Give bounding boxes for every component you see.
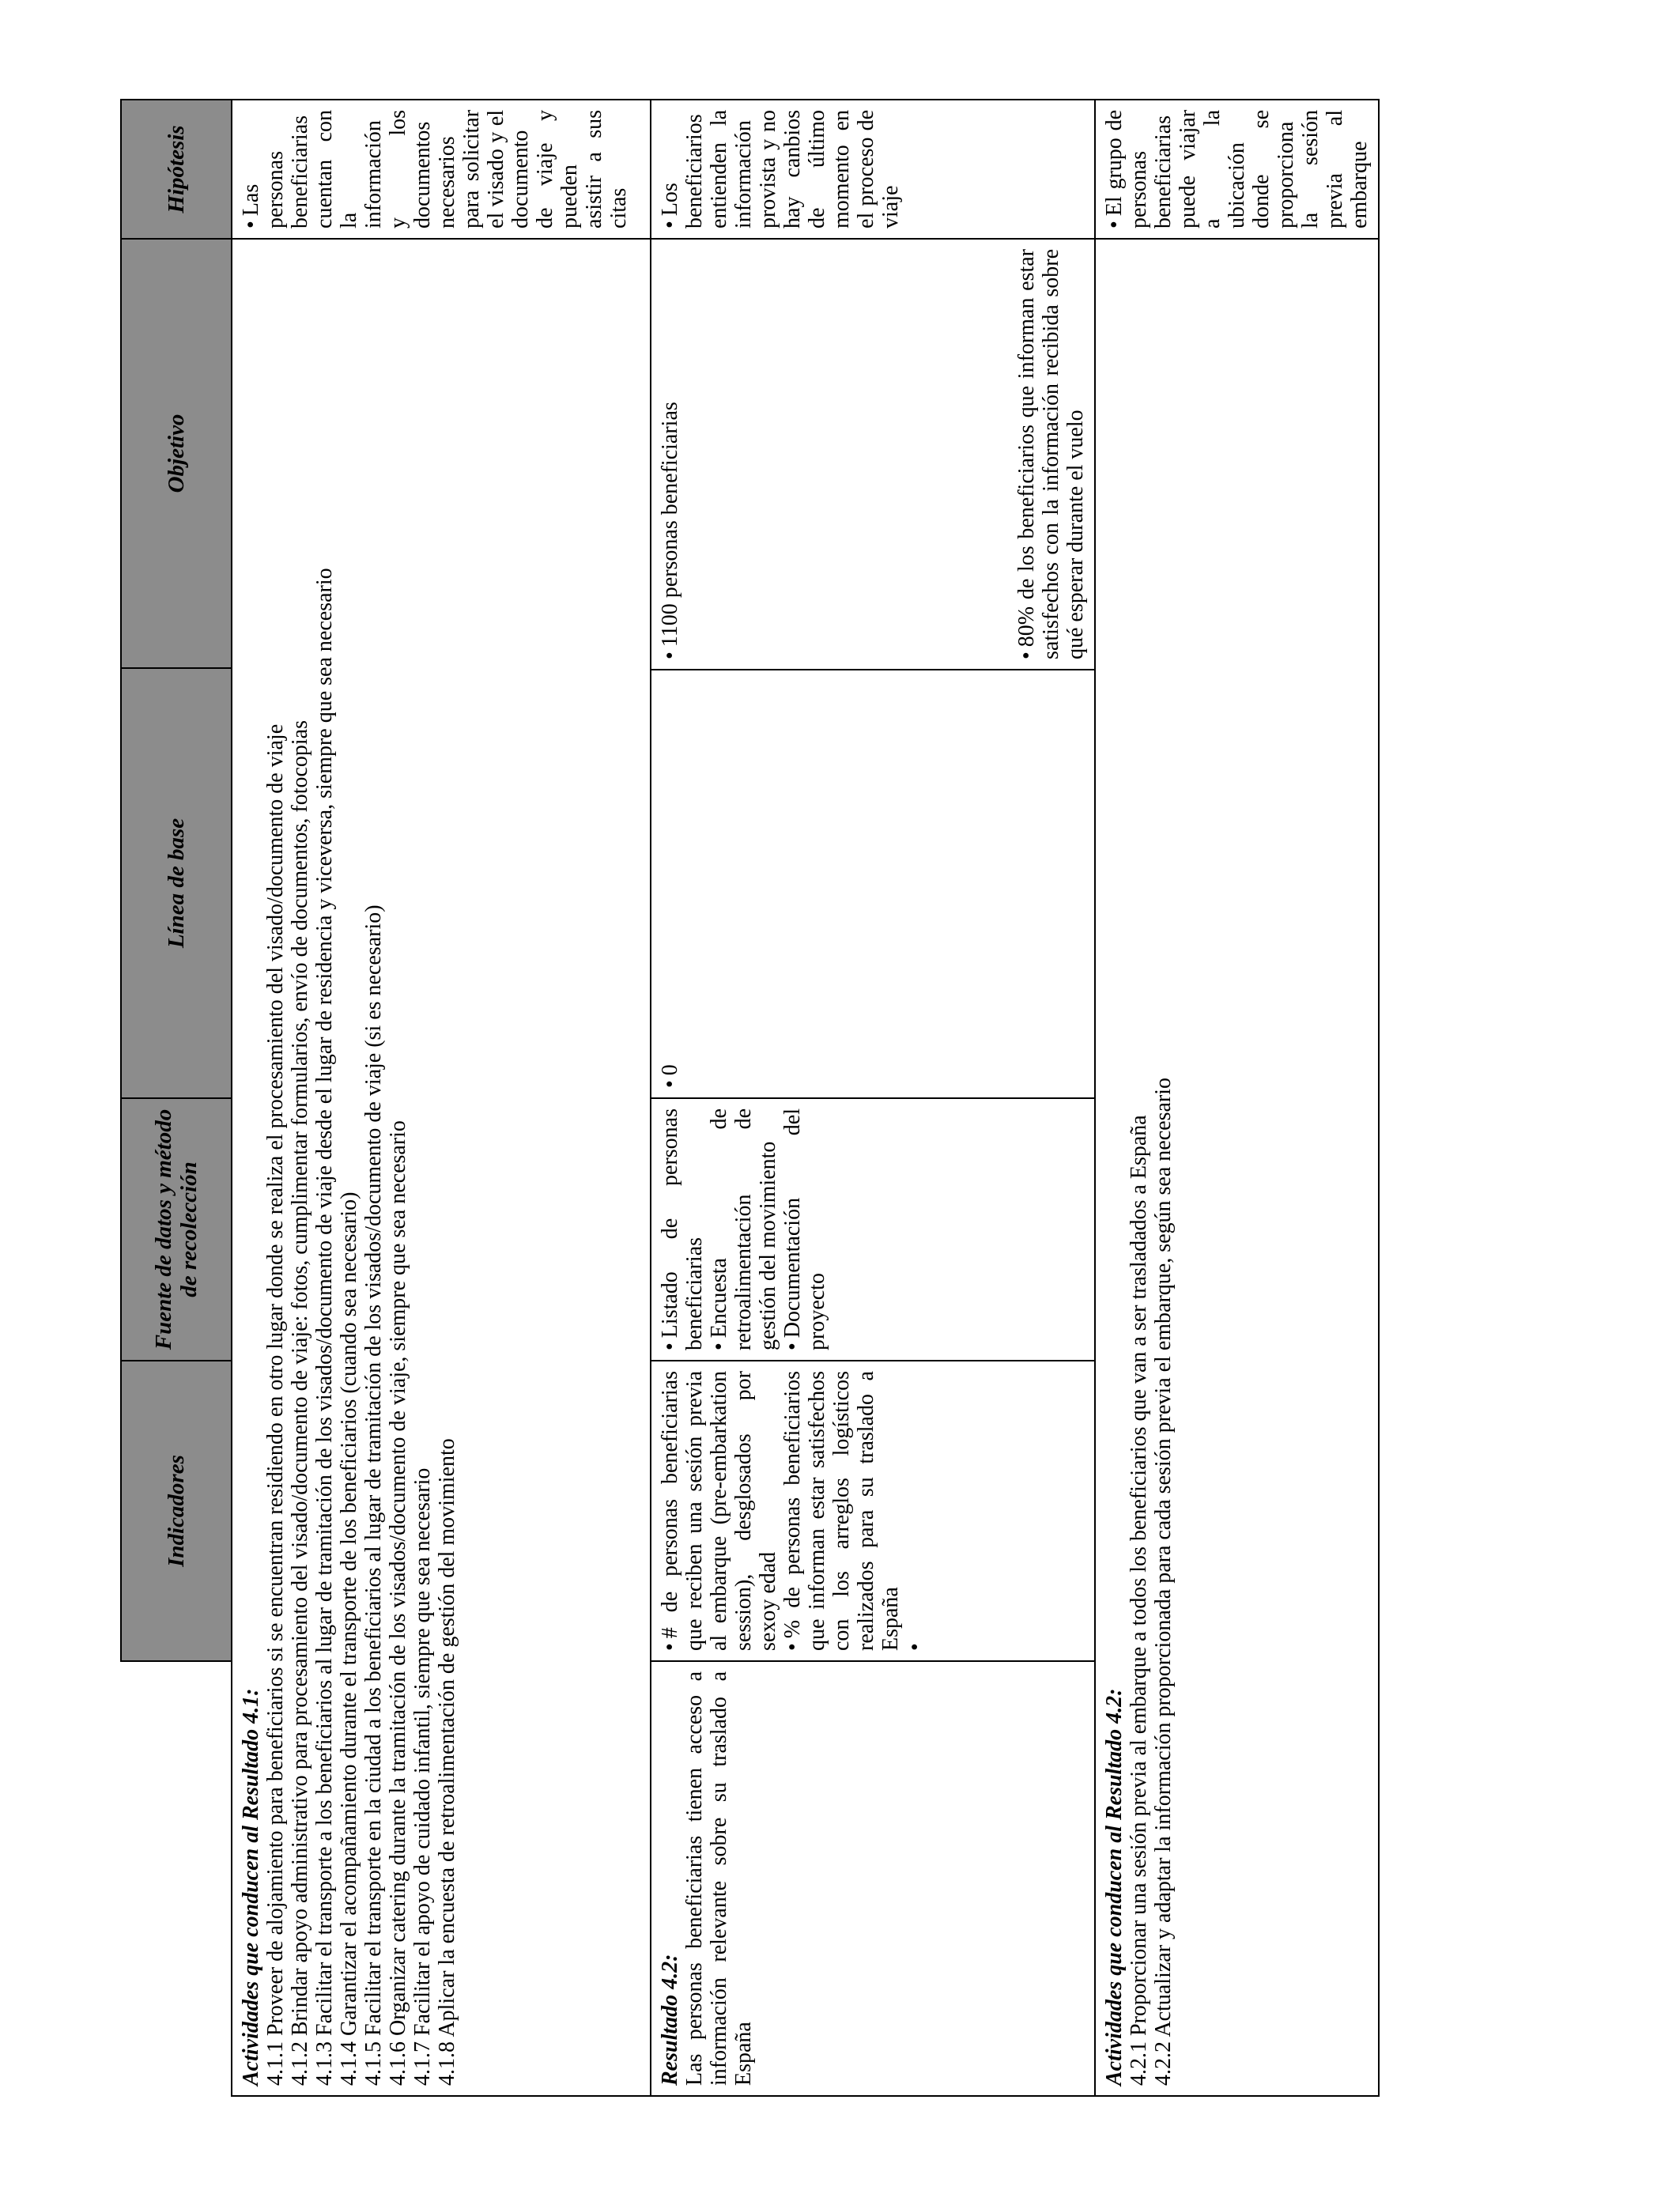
header-blank: [121, 1661, 232, 2096]
header-fuente: Fuente de datos y método de recolección: [121, 1098, 232, 1361]
activity-414: 4.1.4 Garantizar el acompañamiento durante el transporte de los beneficiarios (cuando sea necesario): [337, 1191, 361, 2086]
indicator-422: • % de personas beneficiarios que informan estar satisfechos con los arreglos logísticos realizados para su traslado a España: [780, 1371, 903, 1651]
header-linea-objetivo: [121, 239, 232, 1098]
result-42-cell: [651, 1661, 1095, 2096]
result-42-source-cell: [651, 1098, 1095, 1361]
header-indicadores: Indicadores: [121, 1361, 232, 1661]
target-1: • 1100 personas beneficiarias: [658, 249, 682, 659]
activity-413: 4.1.3 Facilitar el transporte a los beneficiarios al lugar de tramitación de los visados/documento de viaje desde el lugar de residencia y viceversa, siempre que sea necesario: [312, 568, 337, 2086]
logframe-table-rotated: [120, 100, 1372, 2097]
result-42-text: Las personas beneficiarias tienen acceso a información relevante sobre su traslado a España: [682, 1671, 756, 2086]
baseline-value: • 0: [658, 680, 682, 1088]
hypothesis-42b-cell: [1095, 100, 1379, 239]
source-2: • Encuesta de retroalimentación de gestión del movimiento: [707, 1108, 780, 1350]
activity-421: 4.2.1 Proporcionar una sesión previa al embarque a todos los beneficiarios que van a ser trasladados a España: [1127, 1115, 1151, 2086]
activity-417: 4.1.7 Facilitar el apoyo de cuidado infantil, siempre que sea necesario: [410, 1467, 435, 2086]
activity-416: 4.1.6 Organizar catering durante la tramitación de los visados/documento de viaje, siempre que sea necesario: [386, 1120, 410, 2086]
activities-41-cell: [232, 239, 651, 2096]
hypothesis-41: • Las personas beneficiarias cuentan con la información y los documentos necesarios para solicitar el visado y el documento de viaje y pueden asistir a sus citas: [239, 110, 631, 228]
activity-415: 4.1.5 Facilitar el transporte en la ciudad a los beneficiarios al lugar de tramitación de los visados/documento de viaje (si es necesario): [361, 904, 386, 2086]
result-42-target-cell: [651, 239, 1095, 670]
hypothesis-41-cell: [232, 100, 651, 239]
hypothesis-42b: • El grupo de personas beneficiarias puede viajar a la ubicación donde se proporciona la sesión previa al embarque: [1102, 110, 1372, 228]
header-objetivo: Objetivo: [164, 413, 189, 493]
activities-42-row: [1095, 100, 1379, 2096]
activity-422: 4.2.2 Actualizar y adaptar la información proporcionada para cada sesión previa el embarque, según sea necesario: [1151, 1078, 1176, 2086]
hypothesis-42-cell: [651, 100, 1095, 239]
indicator-421: • # de personas beneficiarias que reciben una sesión previa al embarque (pre-embarkation session), desglosados por sexoy edad: [658, 1371, 780, 1651]
result-42-baseline-cell: [651, 670, 1095, 1098]
hypothesis-42: • Los beneficiarios entienden la información provista y no hay canbios de último momento en el proceso de viaje: [658, 110, 903, 228]
activity-411: 4.1.1 Proveer de alojamiento para beneficiarios si se encuentran residiendo en otro lugar donde se realiza el procesamiento del visado/documento de viaje: [263, 723, 288, 2086]
result-42-indicators-cell: [651, 1361, 1095, 1661]
result-42-row: [651, 100, 1095, 2096]
source-1: • Listado de personas beneficiarias: [658, 1108, 707, 1350]
activities-42-title: Actividades que conducen al Resultado 4.2:: [1102, 1688, 1127, 2086]
logframe-table: [120, 99, 1380, 2097]
header-hipotesis: Hipótesis: [121, 100, 232, 239]
spacer: [682, 249, 1014, 659]
indicator-423: [903, 1371, 927, 1651]
header-row: [121, 100, 232, 2096]
activity-412: 4.1.2 Brindar apoyo administrativo para procesamiento del visado/documento de viaje: fotos, cumplimentar formularios, envío de documentos, fotocopias: [288, 719, 312, 2086]
activities-42-cell: [1095, 239, 1379, 2096]
source-3: • Documentación del proyecto: [780, 1108, 829, 1350]
header-linea-base: Línea de base: [122, 667, 231, 1097]
activity-418: 4.1.8 Aplicar la encuesta de retroalimentación de gestión del movimiento: [435, 1438, 459, 2086]
activities-41-row: [232, 100, 651, 2096]
target-2: • 80% de los beneficiarios que informan estar satisfechos con la información recibida sobre qué esperar durante el vuelo: [1014, 249, 1088, 659]
result-42-title: Resultado 4.2:: [658, 1954, 682, 2086]
activities-41-title: Actividades que conducen al Resultado 4.1:: [239, 1688, 263, 2086]
